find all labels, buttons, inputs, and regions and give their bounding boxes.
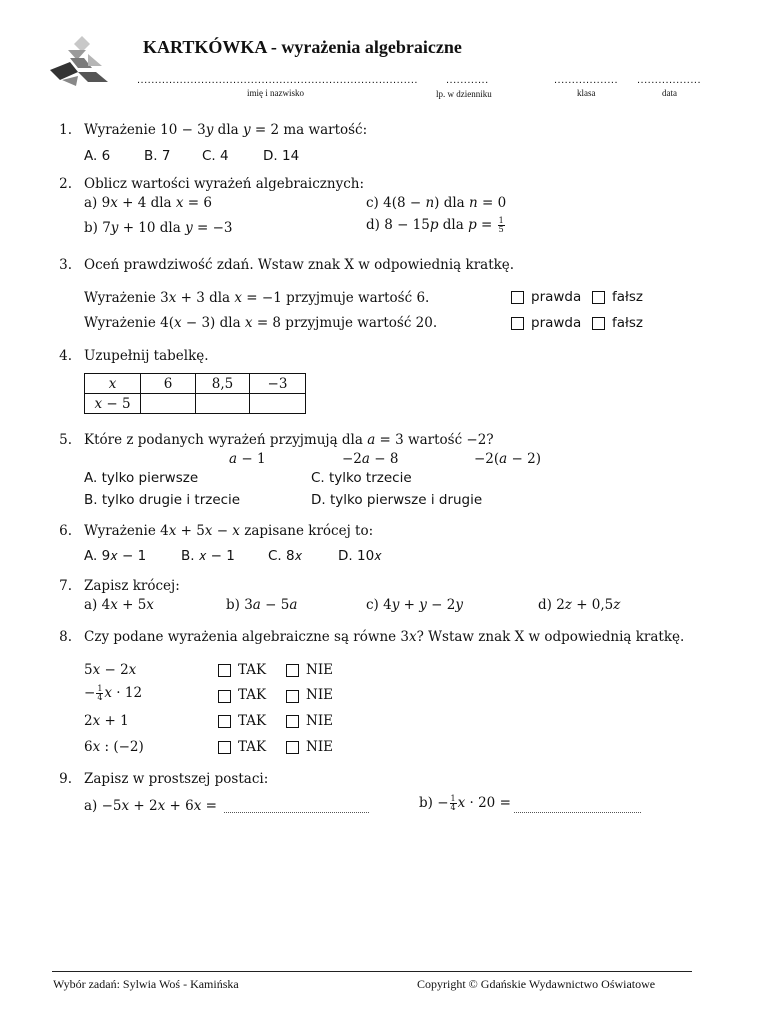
q9-fraction — [450, 795, 457, 812]
table-row — [85, 394, 306, 414]
q6-option-c: C. 8𝑥 — [268, 548, 303, 564]
table-input-cell[interactable] — [141, 394, 196, 414]
q3-s2-true-label: prawda — [531, 315, 582, 331]
q3-s1-true-checkbox[interactable] — [511, 291, 524, 304]
date-field-dots: .................. — [637, 74, 702, 86]
q8-e4-yes-label: TAK — [238, 739, 267, 755]
q2-item-d — [366, 217, 506, 234]
q1-option-b: B. 7 — [144, 148, 171, 164]
q8-expression-3: 2𝑥 + 1 — [84, 713, 129, 729]
q8-expression-1: 5𝑥 − 2𝑥 — [84, 662, 137, 678]
q7-item-a: a) 4𝑥 + 5𝑥 — [84, 597, 154, 613]
q3-statement-2: Wyrażenie 4(𝑥 − 3) dla 𝑥 = 8 przyjmuje wartość 20. — [84, 315, 438, 331]
q8-e1-no-label: NIE — [306, 662, 333, 678]
q6-option-a: A. 9𝑥 − 1 — [84, 548, 147, 564]
q8-fraction-numerator: 1 — [97, 684, 103, 693]
q2-text: Oblicz wartości wyrażeń algebraicznych: — [84, 176, 365, 192]
q3-s1-false-label: fałsz — [612, 289, 643, 305]
q2-fraction — [498, 217, 505, 234]
q9-fraction-numerator: 1 — [450, 794, 456, 803]
name-label: imię i nazwisko — [247, 88, 304, 98]
footer-divider — [52, 971, 692, 972]
q3-s2-true-checkbox[interactable] — [511, 317, 524, 330]
table-cell: 𝑥 — [85, 374, 141, 394]
q7-item-c: c) 4𝑦 + 𝑦 − 2𝑦 — [366, 597, 463, 613]
table-cell: 8,5 — [196, 374, 250, 394]
q2-fraction-denominator: 5 — [498, 225, 504, 234]
q8-e1-no-checkbox[interactable] — [286, 664, 299, 677]
table-input-cell[interactable] — [196, 394, 250, 414]
q2-item-d-text: d) 8 − 15𝑝 dla 𝑝 = — [366, 217, 493, 233]
q3-s2-false-checkbox[interactable] — [592, 317, 605, 330]
publisher-logo — [48, 36, 116, 88]
q6-option-b: B. 𝑥 − 1 — [181, 548, 235, 564]
q8-e4-no-checkbox[interactable] — [286, 741, 299, 754]
q7-item-b: b) 3𝑎 − 5𝑎 — [226, 597, 298, 613]
q7-number: 7. — [59, 578, 72, 594]
q3-s1-false-checkbox[interactable] — [592, 291, 605, 304]
q8-e2-sign: − — [84, 685, 96, 701]
q8-e1-yes-label: TAK — [238, 662, 267, 678]
q9-text: Zapisz w prostszej postaci: — [84, 771, 269, 787]
q3-statement-1: Wyrażenie 3𝑥 + 3 dla 𝑥 = −1 przyjmuje wartość 6. — [84, 290, 430, 306]
q8-e4-no-label: NIE — [306, 739, 333, 755]
q6-text: Wyrażenie 4𝑥 + 5𝑥 − 𝑥 zapisane krócej to: — [84, 523, 374, 539]
class-field-dots: .................. — [554, 74, 619, 86]
q1-option-a: A. 6 — [84, 148, 111, 164]
q8-fraction-denominator: 4 — [97, 693, 103, 702]
q1-number: 1. — [59, 122, 72, 138]
q5-expression-2: −2𝑎 − 8 — [342, 451, 399, 467]
q3-text: Oceń prawdziwość zdań. Wstaw znak X w odpowiednią kratkę. — [84, 257, 515, 273]
q5-option-b: B. tylko drugie i trzecie — [84, 492, 241, 508]
q9-item-a: a) −5𝑥 + 2𝑥 + 6𝑥 = — [84, 798, 217, 814]
q8-e2-no-label: NIE — [306, 687, 333, 703]
q8-e3-no-label: NIE — [306, 713, 333, 729]
q8-e2-rest: 𝑥 · 12 — [104, 685, 143, 701]
page-title: KARTKÓWKA - wyrażenia algebraiczne — [143, 37, 462, 57]
table-cell: 6 — [141, 374, 196, 394]
q4-table — [84, 373, 306, 414]
q2-item-a: a) 9𝑥 + 4 dla 𝑥 = 6 — [84, 195, 212, 211]
q9-answer-b-field[interactable] — [514, 799, 641, 813]
q9-number: 9. — [59, 771, 72, 787]
q8-e2-yes-label: TAK — [238, 687, 267, 703]
q8-expression-2 — [84, 685, 142, 702]
q8-e3-no-checkbox[interactable] — [286, 715, 299, 728]
q5-option-a: A. tylko pierwsze — [84, 470, 199, 486]
q9-item-b — [419, 795, 511, 812]
table-input-cell[interactable] — [250, 394, 306, 414]
q1-option-c: C. 4 — [202, 148, 229, 164]
q5-number: 5. — [59, 432, 72, 448]
q3-s1-true-label: prawda — [531, 289, 582, 305]
footer-copyright: Copyright © Gdańskie Wydawnictwo Oświatowe — [417, 977, 656, 991]
q2-item-b: b) 7𝑦 + 10 dla 𝑦 = −3 — [84, 220, 233, 236]
table-cell: −3 — [250, 374, 306, 394]
table-row — [85, 374, 306, 394]
q4-number: 4. — [59, 348, 72, 364]
name-field-dots: ............................................................................... — [137, 74, 418, 86]
q9-b-prefix: b) − — [419, 795, 449, 811]
q8-number: 8. — [59, 629, 72, 645]
q8-e2-yes-checkbox[interactable] — [218, 690, 231, 703]
q8-expression-4: 6𝑥 : (−2) — [84, 739, 144, 755]
class-label: klasa — [577, 88, 596, 98]
q2-fraction-numerator: 1 — [498, 216, 504, 225]
q8-e3-yes-label: TAK — [238, 713, 267, 729]
footer-author: Wybór zadań: Sylwia Woś - Kamińska — [53, 977, 239, 991]
q6-number: 6. — [59, 523, 72, 539]
q3-number: 3. — [59, 257, 72, 273]
lp-label: lp. w dzienniku — [436, 89, 492, 99]
q1-text: Wyrażenie 10 − 3𝑦 dla 𝑦 = 2 ma wartość: — [84, 122, 368, 138]
q9-answer-a-field[interactable] — [224, 799, 369, 813]
date-label: data — [662, 88, 677, 98]
q2-item-c: c) 4(8 − 𝑛) dla 𝑛 = 0 — [366, 195, 507, 211]
q8-fraction — [96, 685, 103, 702]
q2-number: 2. — [59, 176, 72, 192]
q8-e4-yes-checkbox[interactable] — [218, 741, 231, 754]
q5-expression-3: −2(𝑎 − 2) — [474, 451, 541, 467]
q3-s2-false-label: fałsz — [612, 315, 643, 331]
table-cell: 𝑥 − 5 — [85, 394, 141, 414]
q9-fraction-denominator: 4 — [450, 803, 456, 812]
q8-e3-yes-checkbox[interactable] — [218, 715, 231, 728]
lp-field-dots: ............ — [446, 74, 489, 86]
q9-b-rest: 𝑥 · 20 = — [457, 795, 511, 811]
q7-text: Zapisz krócej: — [84, 578, 180, 594]
q6-option-d: D. 10𝑥 — [338, 548, 382, 564]
q5-option-d: D. tylko pierwsze i drugie — [311, 492, 483, 508]
q4-text: Uzupełnij tabelkę. — [84, 348, 209, 364]
q7-item-d: d) 2𝑧 + 0,5𝑧 — [538, 597, 621, 613]
q5-option-c: C. tylko trzecie — [311, 470, 412, 486]
q5-expression-1: 𝑎 − 1 — [229, 451, 266, 467]
q8-e1-yes-checkbox[interactable] — [218, 664, 231, 677]
q8-text: Czy podane wyrażenia algebraiczne są równe 3𝑥? Wstaw znak X w odpowiednią kratkę. — [84, 629, 685, 645]
q1-option-d: D. 14 — [263, 148, 300, 164]
q8-e2-no-checkbox[interactable] — [286, 690, 299, 703]
q5-text: Które z podanych wyrażeń przyjmują dla 𝑎 = 3 wartość −2? — [84, 432, 494, 448]
